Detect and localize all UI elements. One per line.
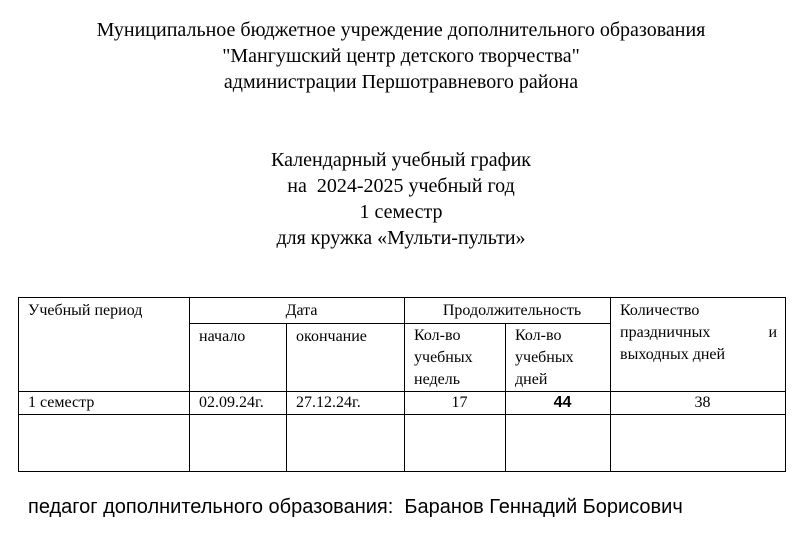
org-line-2: "Мангушский центр детского творчества" <box>222 45 580 67</box>
table-row <box>19 415 786 472</box>
header-duration: Продолжительность <box>405 298 611 324</box>
cell-days: 44 <box>506 392 611 415</box>
org-line-1: Муниципальное бюджетное учреждение дополнительного образования <box>96 19 706 41</box>
cell-start: 02.09.24г. <box>190 392 287 415</box>
document-title <box>0 147 802 251</box>
cell-period: 1 семестр <box>19 392 190 415</box>
cell-weeks <box>405 415 506 472</box>
cell-weeks: 17 <box>405 392 506 415</box>
schedule-table <box>18 297 786 472</box>
subheader-end: окончание <box>287 324 405 392</box>
title-line-2: на 2024-2025 учебный год <box>287 175 515 197</box>
header-holidays: Количество праздничных и выходных дней <box>611 298 786 392</box>
cell-end <box>287 415 405 472</box>
teacher-signature-line: педагог дополнительного образования: Баранов Геннадий Борисович <box>28 496 683 518</box>
title-line-3: 1 семестр <box>359 201 443 223</box>
organization-header <box>0 17 802 95</box>
cell-holidays: 38 <box>611 392 786 415</box>
cell-period <box>19 415 190 472</box>
cell-end: 27.12.24г. <box>287 392 405 415</box>
subheader-weeks: Кол-во учебных недель <box>405 324 506 392</box>
cell-holidays <box>611 415 786 472</box>
table-row <box>19 392 786 415</box>
header-period: Учебный период <box>19 298 190 392</box>
cell-days <box>506 415 611 472</box>
title-line-1: Календарный учебный график <box>271 149 531 171</box>
subheader-start: начало <box>190 324 287 392</box>
table-header-row <box>19 298 786 324</box>
cell-start <box>190 415 287 472</box>
title-line-4: для кружка «Мульти-пульти» <box>276 227 526 249</box>
subheader-days: Кол-во учебных дней <box>506 324 611 392</box>
header-date: Дата <box>190 298 405 324</box>
org-line-3: администрации Першотравневого района <box>223 71 579 93</box>
